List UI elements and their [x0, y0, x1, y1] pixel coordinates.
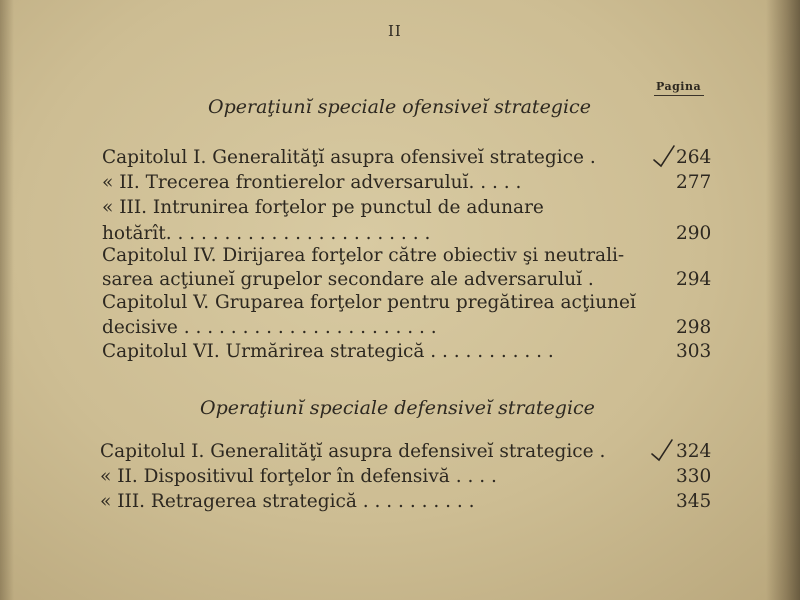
toc-page-number: 290	[676, 223, 712, 244]
page-left-shadow	[0, 0, 14, 600]
toc-page-number: 277	[676, 172, 712, 193]
toc-page-number: 330	[676, 466, 712, 487]
toc-line: decisive . . . . . . . . . . . . . . . . . . . . . .	[102, 317, 437, 338]
toc-page-number: 264	[676, 147, 712, 168]
handwritten-checkmark-icon	[652, 144, 678, 170]
handwritten-checkmark-icon	[650, 438, 676, 464]
toc-line: « III. Retragerea strategică . . . . . . . . . .	[100, 491, 475, 512]
toc-line: « II. Dispositivul forţelor în defensivă . . . .	[100, 466, 497, 487]
pagina-label: Pagina	[656, 80, 702, 93]
toc-line: hotărît. . . . . . . . . . . . . . . . . . . . . . .	[102, 223, 431, 244]
toc-page-number: 298	[676, 317, 712, 338]
toc-line: « II. Trecerea frontierelor adversaruluĭ. . . . .	[102, 172, 522, 193]
toc-page-number: 294	[676, 269, 712, 290]
toc-line: « III. Intrunirea forţelor pe punctul de adunare	[102, 197, 544, 218]
toc-line: sarea acţiuneĭ grupelor secondare ale adversaruluĭ .	[102, 269, 594, 290]
toc-page-number: 324	[676, 441, 712, 462]
toc-line: Capitolul VI. Urmărirea strategică . . . . . . . . . . .	[102, 341, 554, 362]
toc-page-number: 303	[676, 341, 712, 362]
toc-line: Capitolul IV. Dirijarea forţelor către obiectiv şi neutrali-	[102, 245, 625, 266]
toc-page-number: 345	[676, 491, 712, 512]
toc-line: Capitolul I. Generalităţĭ asupra ofensiveĭ strategice .	[102, 147, 596, 168]
page-number-roman: II	[388, 22, 402, 40]
pagina-underline	[654, 95, 704, 96]
toc-line: Capitolul V. Gruparea forţelor pentru pregătirea acţiuneĭ	[102, 292, 636, 313]
page-right-shadow	[766, 0, 800, 600]
section-title-defensive: Operaţiunĭ speciale defensiveĭ strategice	[200, 397, 595, 419]
toc-line: Capitolul I. Generalităţĭ asupra defensiveĭ strategice .	[100, 441, 606, 462]
section-title-offensive: Operaţiunĭ speciale ofensiveĭ strategice	[208, 96, 591, 118]
